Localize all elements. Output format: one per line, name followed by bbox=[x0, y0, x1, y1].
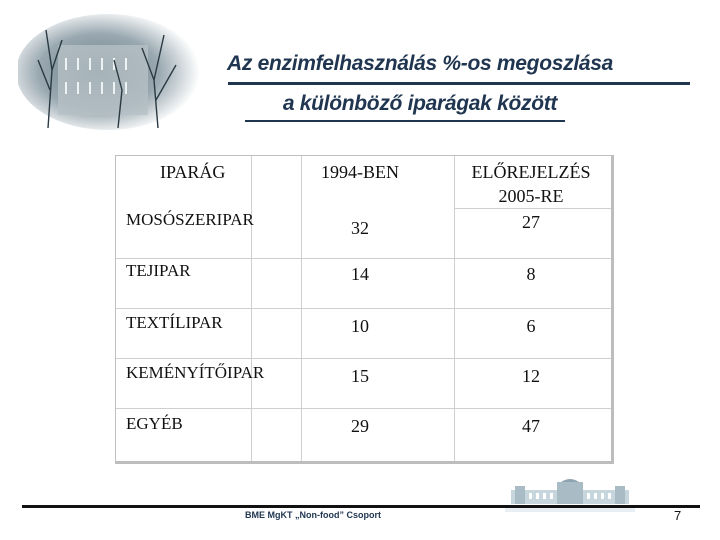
slide-title-line-2: a különböző iparágak között bbox=[282, 92, 558, 115]
table-row-industry: TEXTÍLIPAR bbox=[126, 313, 223, 332]
footer-credit: BME MgKT „Non-food” Csoport bbox=[245, 510, 381, 520]
column-header-industry: IPARÁG bbox=[160, 162, 226, 182]
title-underline bbox=[228, 82, 690, 85]
table-row-1994-value: 14 bbox=[351, 264, 369, 284]
table-divider bbox=[116, 258, 611, 259]
table-divider bbox=[116, 358, 611, 359]
enzyme-usage-table bbox=[115, 155, 614, 464]
table-row-industry: TEJIPAR bbox=[126, 261, 191, 280]
footer-divider bbox=[22, 505, 700, 508]
table-row-industry: KEMÉNYÍTŐIPAR bbox=[126, 363, 265, 382]
table-row-forecast-value: 6 bbox=[526, 316, 536, 336]
table-row-1994-value: 29 bbox=[351, 416, 369, 436]
slide-title-line-1: Az enzimfelhasználás %-os megoszlása bbox=[226, 52, 613, 75]
table-row-forecast-value: 47 bbox=[522, 416, 540, 436]
table-divider bbox=[454, 208, 611, 209]
table-row-1994-value: 10 bbox=[351, 316, 369, 336]
page-number: 7 bbox=[674, 508, 682, 523]
table-row-forecast-value: 12 bbox=[522, 366, 540, 386]
column-header-2005: 2005-RE bbox=[498, 186, 564, 206]
column-header-forecast: ELŐREJELZÉS bbox=[471, 162, 591, 182]
table-row-forecast-value: 27 bbox=[522, 212, 540, 232]
table-divider bbox=[116, 408, 611, 409]
table-divider bbox=[116, 308, 611, 309]
subtitle-underline bbox=[245, 120, 565, 122]
table-row-forecast-value: 8 bbox=[526, 264, 536, 284]
table-row-1994-value: 32 bbox=[351, 218, 369, 238]
university-building-logo bbox=[505, 478, 635, 514]
table-row-industry: MOSÓSZERIPAR bbox=[126, 210, 254, 229]
table-row-industry: EGYÉB bbox=[126, 414, 183, 433]
column-header-1994: 1994-BEN bbox=[321, 162, 399, 182]
table-row-1994-value: 15 bbox=[351, 366, 369, 386]
